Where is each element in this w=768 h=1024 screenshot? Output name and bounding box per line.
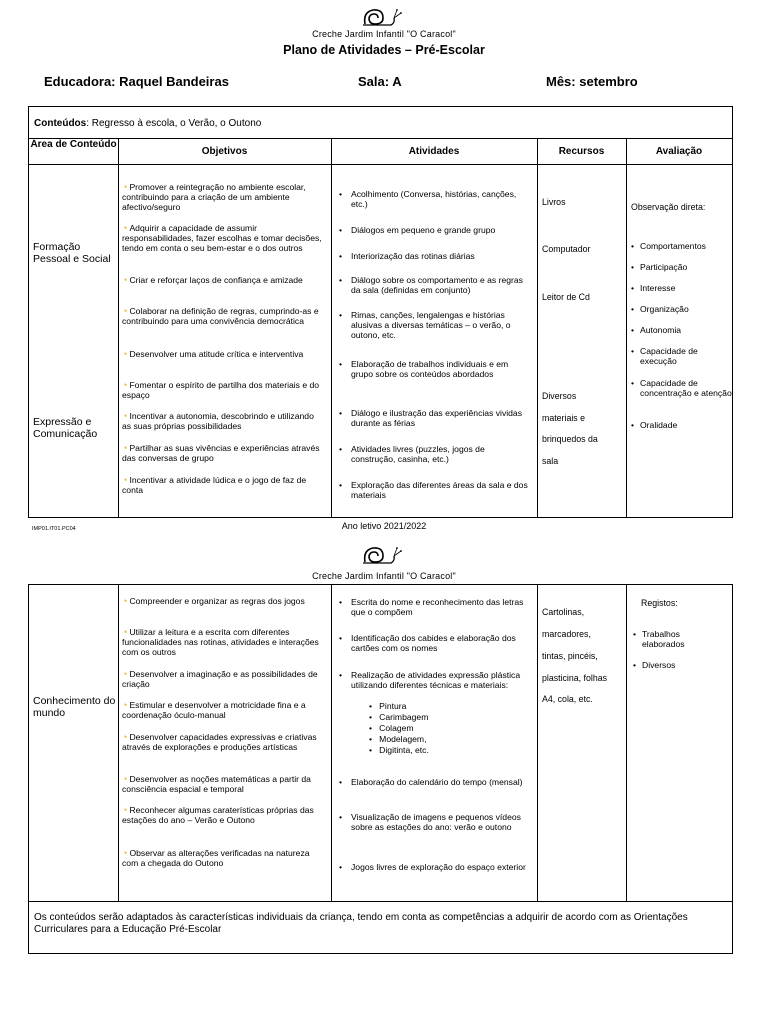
objetivo-item: ◔ Adquirir a capacidade de assumir responsabilidades, fazer escolhas e tomar decisões, tendo em conta o seu bem-estar e o dos outros <box>122 223 322 254</box>
objetivo-item: ◔ Compreender e organizar as regras dos jogos <box>122 596 305 606</box>
snail-icon: ◔ <box>122 627 128 637</box>
snail-icon: ◔ <box>122 182 128 192</box>
recurso-item: Computador <box>542 244 591 254</box>
avaliacao-item: • Oralidade <box>631 420 678 430</box>
header-objetivos: Objetivos <box>201 146 248 157</box>
recurso-item: sala <box>542 456 559 466</box>
objetivo-item: ◔ Partilhar as suas vivências e experiências através das conversas de grupo <box>122 443 320 464</box>
avaliacao-item: • Diversos <box>633 660 676 670</box>
snail-icon: ◔ <box>122 275 128 285</box>
snail-icon: ◔ <box>122 669 128 679</box>
atividade-item: • Identificação dos cabides e elaboração dos cartões com os nomes <box>339 633 516 654</box>
snail-icon: ◔ <box>122 411 128 421</box>
avaliacao-intro: Observação direta: <box>631 202 706 212</box>
snail-icon: ◔ <box>122 380 128 390</box>
conteudos-label: Conteúdos <box>34 118 87 129</box>
snail-icon: ◔ <box>122 223 128 233</box>
snail-icon: ◔ <box>122 732 128 742</box>
snail-icon: ◔ <box>122 700 128 710</box>
recurso-item: tintas, pincéis, <box>542 651 598 661</box>
atividade-item: • Realização de atividades expressão plástica utilizando diferentes técnicas e materiais: <box>339 670 521 691</box>
creche-name: Creche Jardim Infantil "O Caracol" <box>312 29 456 39</box>
avaliacao-item: • Capacidade de execução <box>631 346 698 366</box>
conteudos-text: : Regresso à escola, o Verão, o Outono <box>86 118 262 129</box>
header-atividades: Atividades <box>408 146 460 157</box>
activity-table-continued <box>28 584 733 954</box>
avaliacao-item: • Interesse <box>631 283 676 293</box>
avaliacao-intro: Registos: <box>641 598 678 608</box>
header-area: Área de Conteúdo <box>30 139 117 150</box>
atividade-item: • Elaboração do calendário do tempo (mensal) <box>339 777 523 787</box>
recurso-item: Diversos <box>542 391 577 401</box>
header-avaliacao: Avaliação <box>655 146 703 157</box>
snail-icon: ◔ <box>122 774 128 784</box>
atividade-item: • Jogos livres de exploração do espaço exterior <box>339 862 526 872</box>
nota-final: Os conteúdos serão adaptados às características individuais da criança, tendo em conta as competências a adquirir de acordo com as Orientações Curriculares para a Educação Pré-Escolar <box>34 912 688 935</box>
recurso-item: materiais e <box>542 413 586 423</box>
area-formacao: Formação Pessoal e Social <box>33 241 111 265</box>
recurso-item: A4, cola, etc. <box>542 694 593 704</box>
atividade-item: • Escrita do nome e reconhecimento das letras que o compõem <box>339 597 524 618</box>
objetivo-item: ◔ Desenvolver capacidades expressivas e criativas através de explorações e produções artísticas <box>122 732 317 753</box>
snail-icon: ◔ <box>122 475 128 485</box>
recurso-item: Cartolinas, <box>542 607 585 617</box>
atividade-item: • Exploração das diferentes áreas da sala e dos materiais <box>339 480 528 501</box>
mes: Mês: setembro <box>546 74 638 89</box>
objetivo-item: ◔ Promover a reintegração no ambiente escolar, contribuindo para a criação de um ambiente afectivo/seguro <box>122 182 306 213</box>
atividade-item: • Acolhimento (Conversa, histórias, canções, etc.) <box>339 189 517 210</box>
snail-icon: ◔ <box>122 306 128 316</box>
objetivo-item: ◔ Desenvolver uma atitude crítica e interventiva <box>122 349 304 359</box>
objetivo-item: ◔ Desenvolver as noções matemáticas a partir da consciência espacial e temporal <box>122 774 311 795</box>
document-code: IMP01.IT01.PC04 <box>32 526 76 532</box>
snail-icon: ◔ <box>122 848 128 858</box>
atividade-item: • Rimas, canções, lengalengas e histórias alusivas a diversas temáticas – o verão, o outono, etc. <box>339 310 511 341</box>
snail-icon: ◔ <box>122 805 128 815</box>
creche-name: Creche Jardim Infantil "O Caracol" <box>312 571 456 581</box>
objetivo-item: ◔ Fomentar o espírito de partilha dos materiais e do espaço <box>122 380 320 401</box>
snail-logo <box>361 544 407 566</box>
sub-atividade: • Digitinta, etc. <box>369 745 429 755</box>
objetivo-item: ◔ Utilizar a leitura e a escrita com diferentes funcionalidades nas rotinas, atividades e interações com os outros <box>122 627 319 658</box>
avaliacao-item: • Capacidade de concentração e atenção <box>631 378 732 398</box>
recurso-item: marcadores, <box>542 629 591 639</box>
avaliacao-item: • Participação <box>631 262 688 272</box>
sub-atividade: • Colagem <box>369 723 414 733</box>
objetivo-item: ◔ Observar as alterações verificadas na natureza com a chegada do Outono <box>122 848 310 869</box>
area-expressao: Expressão e Comunicação <box>33 416 98 440</box>
objetivo-item: ◔ Reconhecer algumas caraterísticas próprias das estações do ano – Verão e Outono <box>122 805 314 826</box>
educadora: Educadora: Raquel Bandeiras <box>44 74 229 89</box>
sala: Sala: A <box>358 74 402 89</box>
avaliacao-item: • Autonomia <box>631 325 682 335</box>
objetivo-item: ◔ Colaborar na definição de regras, cumprindo-as e contribuindo para uma convivência democrática <box>122 306 319 327</box>
recurso-item: brinquedos da <box>542 434 598 444</box>
atividade-item: • Elaboração de trabalhos individuais e em grupo sobre os conteúdos abordados <box>339 359 509 380</box>
sub-atividade: • Pintura <box>369 701 407 711</box>
sub-atividade: • Carimbagem <box>369 712 429 722</box>
activity-table <box>28 106 733 518</box>
objetivo-item: ◔ Incentivar a autonomia, descobrindo e utilizando as suas próprias possibilidades <box>122 411 314 432</box>
snail-icon: ◔ <box>122 596 128 606</box>
atividade-item: • Diálogo e ilustração das experiências vividas durante as férias <box>339 408 523 429</box>
recurso-item: Leitor de Cd <box>542 292 590 302</box>
page-title: Plano de Atividades – Pré-Escolar <box>283 43 485 57</box>
recurso-item: plasticina, folhas <box>542 673 608 683</box>
snail-icon: ◔ <box>122 443 128 453</box>
objetivo-item: ◔ Incentivar a atividade lúdica e o jogo de faz de conta <box>122 475 307 496</box>
avaliacao-item: • Organização <box>631 304 689 314</box>
objetivo-item: ◔ Estimular e desenvolver a motricidade fina e a coordenação óculo-manual <box>122 700 306 721</box>
avaliacao-item: • Trabalhos elaborados <box>633 629 685 649</box>
objetivo-item: ◔ Desenvolver a imaginação e as possibilidades de criação <box>122 669 318 690</box>
header-recursos: Recursos <box>558 146 605 157</box>
atividade-item: • Atividades livres (puzzles, jogos de construção, casinha, etc.) <box>339 444 485 465</box>
ano-letivo: Ano letivo 2021/2022 <box>341 521 427 531</box>
atividade-item: • Diálogos em pequeno e grande grupo <box>339 225 496 235</box>
area-conhecimento: Conhecimento do mundo <box>33 695 116 719</box>
atividade-item: • Diálogo sobre os comportamento e as regras da sala (definidas em conjunto) <box>339 275 523 296</box>
sub-atividade: • Modelagem, <box>369 734 427 744</box>
conteudos <box>34 119 261 130</box>
avaliacao-item: • Comportamentos <box>631 241 706 251</box>
atividade-item: • Visualização de imagens e pequenos vídeos sobre as estações do ano: verão e outono <box>339 812 521 833</box>
snail-logo <box>361 6 407 28</box>
recurso-item: Livros <box>542 197 566 207</box>
atividade-item: • Interiorização das rotinas diárias <box>339 251 475 261</box>
snail-icon: ◔ <box>122 349 128 359</box>
objetivo-item: ◔ Criar e reforçar laços de confiança e amizade <box>122 275 303 285</box>
